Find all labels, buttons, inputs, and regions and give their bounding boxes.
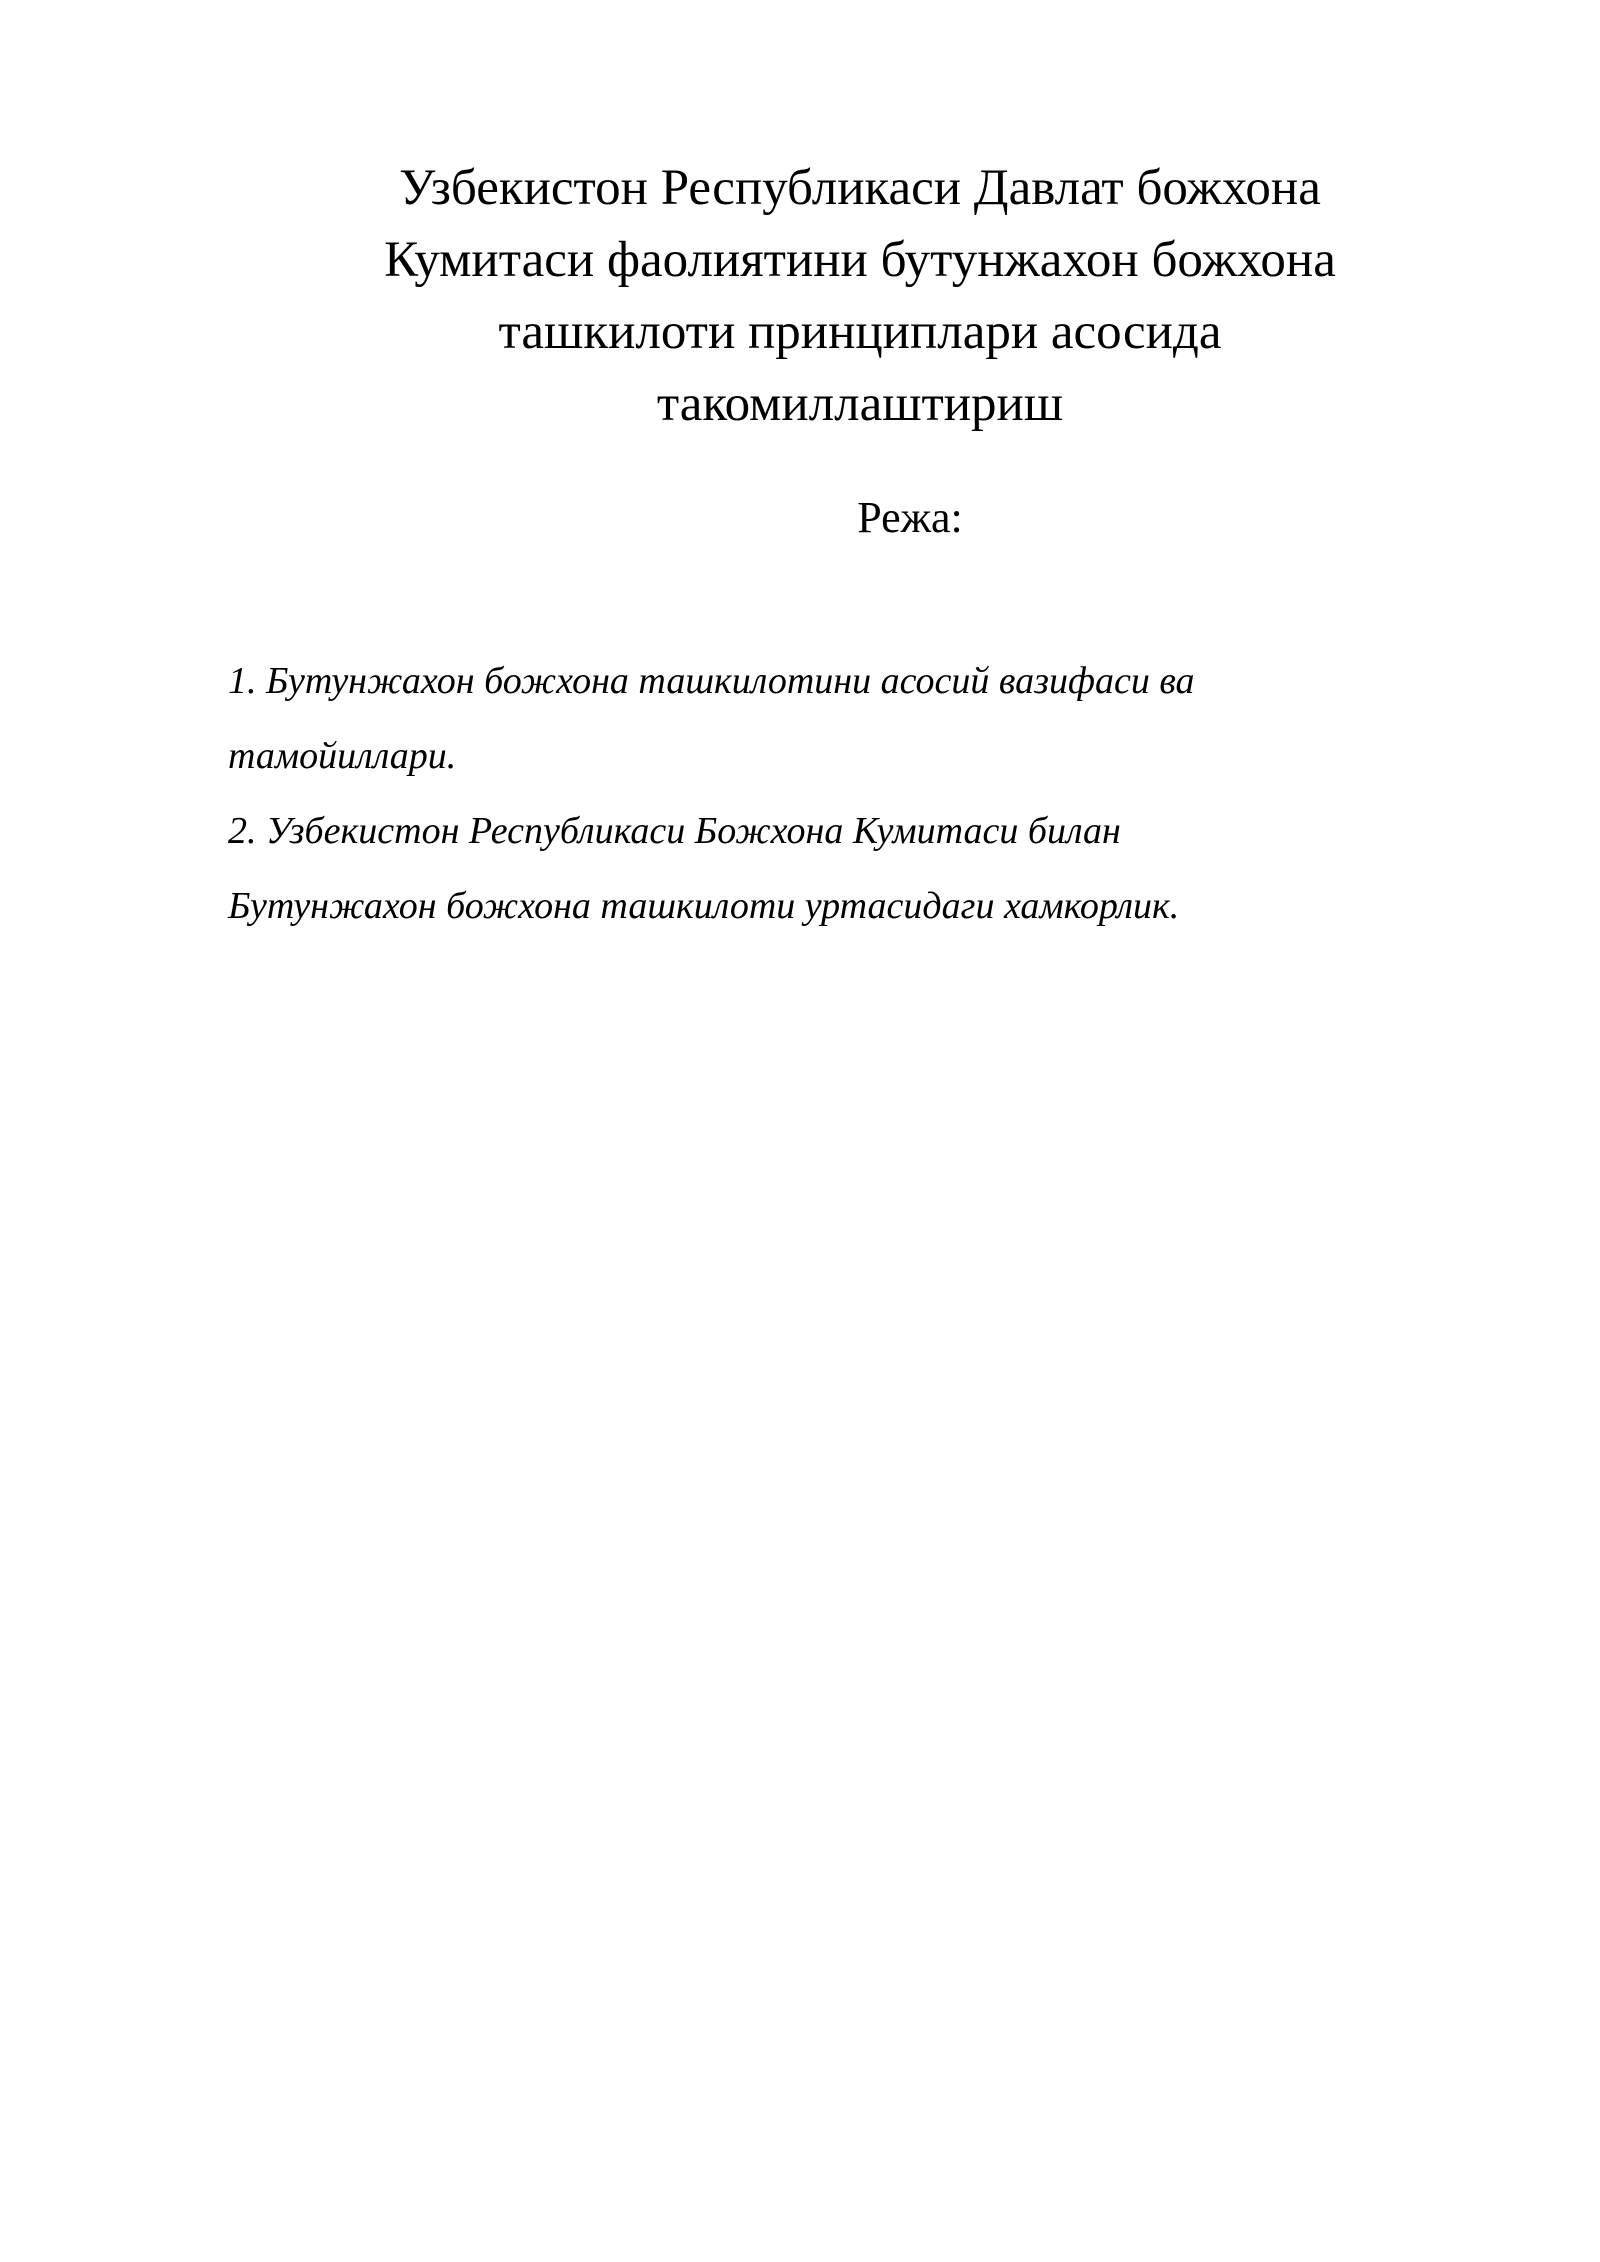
title-line: такомиллаштириш xyxy=(656,376,1064,432)
plan-heading: Режа: xyxy=(857,493,963,542)
title-line: Кумитаси фаолиятини бутунжахон божхона xyxy=(384,232,1336,288)
title-line: ташкилоти принциплари асосида xyxy=(498,304,1222,360)
plan-item-2 xyxy=(228,794,1428,944)
plan-item-line: тамойиллари. xyxy=(228,735,457,777)
plan-item-1 xyxy=(228,644,1428,794)
plan-item-line: 2. Узбекистон Республикаси Божхона Кумитаси билан xyxy=(228,810,1121,852)
plan-list xyxy=(228,644,1428,944)
plan-item-line: 1. Бутунжахон божхона ташкилотини асосий вазифаси ва xyxy=(228,660,1195,702)
title-line: Узбекистон Республикаси Давлат божхона xyxy=(399,160,1321,216)
plan-item-line: Бутунжахон божхона ташкилоти уртасидаги хамкорлик. xyxy=(228,885,1180,927)
document-title xyxy=(260,152,1460,440)
